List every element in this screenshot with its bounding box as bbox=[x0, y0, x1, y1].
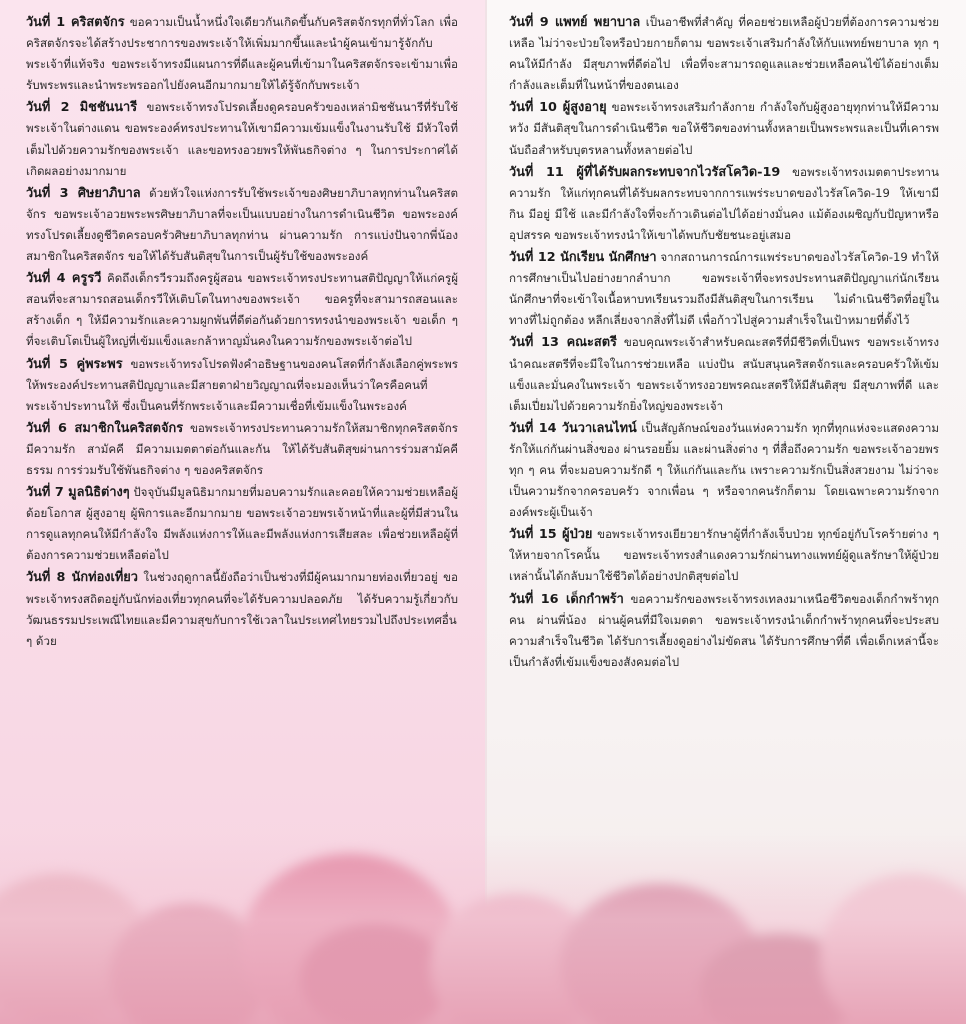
day-heading: วันที่ 5 คู่พระพร bbox=[26, 356, 123, 372]
left-prayer-column bbox=[26, 12, 458, 653]
prayer-text: ขอความเป็นน้ำหนึ่งใจเดียวกันเกิดขึ้นกับคริสตจักรทุกที่ทั่วโลก เพื่อคริสตจักรจะได้สร้างประชาการของพระเจ้าให้เพิ่มมากขึ้นและนำผู้คนเข้ามารู้จักกับพระเจ้าที่แท้จริง ขอพระเจ้าทรงมีแผนการที่ดีและผู้คนที่เข้ามาในคริสตจักรจะเข้ามาเพื่อรับพระพรและนำพระพรออกไปยังคนอีกมากมายให้ได้รู้จักกับพระเจ้า bbox=[26, 15, 459, 93]
prayer-text: ขอพระเจ้าทรงเมตตาประทานความรัก ให้แก่ทุกคนที่ได้รับผลกระทบจากการแพร่ระบาดของไวรัสโควิด-19 ให้เขามีกิน มีอยู่ มีใช้ และมีกำลังใจที่จะก้าวเดินต่อไปได้อย่างมั่นคง แม้ต้องเผชิญกับปัญหาหรืออุปสรรค ขอพระเจ้าทรงนำให้เขาได้พบกับชัยชนะอยู่เสมอ bbox=[509, 164, 939, 242]
prayer-text: ขอพระเจ้าทรงเยียวยารักษาผู้ที่กำลังเจ็บป่วย ทุกข์อยู่กับโรคร้ายต่าง ๆ ให้หายจากโรคนั้น ขอพระเจ้าทรงสำแดงความรักผ่านทางแพทย์ผู้ดูแลรักษาให้ผู้ป่วยเหล่านั้นได้กลับมาใช้ชีวิตได้อย่างปกติสุขต่อไป bbox=[509, 527, 939, 584]
prayer-entry-day-7 bbox=[26, 482, 458, 566]
prayer-text: ขอพระเจ้าทรงโปรดฟังคำอธิษฐานของคนโสดที่กำลังเลือกคู่พระพร ให้พระองค์ประทานสติปัญญาและมีสายตาฝ่ายวิญญาณที่จะมองเห็นว่าใครคือคนที่พระเจ้าประทานให้ ซึ่งเป็นคนที่รักพระเจ้าและมีความเชื่อที่เข้มแข็งในพระองค์ bbox=[26, 356, 458, 413]
prayer-entry-day-1 bbox=[26, 12, 458, 96]
prayer-entry-day-16 bbox=[509, 589, 939, 673]
prayer-entry-day-5 bbox=[26, 354, 458, 417]
day-heading: วันที่ 14 วันวาเลนไทน์ bbox=[509, 420, 637, 436]
day-heading: วันที่ 12 นักเรียน นักศึกษา bbox=[509, 250, 657, 266]
day-heading: วันที่ 2 มิชชันนารี bbox=[26, 100, 138, 116]
prayer-entry-day-8 bbox=[26, 567, 458, 651]
prayer-text: ขอบคุณพระเจ้าสำหรับคณะสตรีที่มีชีวิตที่เป็นพร ขอพระเจ้าทรงนำคณะสตรีที่จะมีใจในการช่วยเหลือ แบ่งปัน สนับสนุนคริสตจักรและครอบครัวให้เข้มแข็งและมั่นคงในพระเจ้า ขอพระเจ้าทรงอวยพรคณะสตรีให้มีสันติสุข มีสุขภาพที่ดี และเต็มเปี่ยมไปด้วยความรักยิ่งใหญ่ของพระเจ้า bbox=[509, 335, 939, 413]
day-heading: วันที่ 3 ศิษยาภิบาล bbox=[26, 185, 141, 201]
prayer-entry-day-3 bbox=[26, 183, 458, 267]
prayer-entry-day-14 bbox=[509, 418, 939, 523]
prayer-text: ขอความรักของพระเจ้าทรงเทลงมาเหนือชีวิตของเด็กกำพร้าทุกคน ผ่านพี่น้อง ผ่านผู้คนที่มีใจเมตตา ขอพระเจ้าทรงนำเด็กกำพร้าทุกคนที่จะประสบความสำเร็จในชีวิต ได้รับการเลี้ยงดูอย่างไม่ขัดสน ได้รับการศึกษาที่ดี เพื่อเด็กเหล่านี้จะเป็นกำลังที่เข้มแข็งของสังคมต่อไป bbox=[509, 591, 939, 669]
day-heading: วันที่ 11 ผู้ที่ได้รับผลกระทบจากไวรัสโควิด-19 bbox=[509, 164, 781, 180]
day-heading: วันที่ 8 นักท่องเที่ยว bbox=[26, 570, 138, 586]
day-heading: วันที่ 10 ผู้สูงอายุ bbox=[509, 100, 607, 116]
day-heading: วันที่ 6 สมาชิกในคริสตจักร bbox=[26, 420, 184, 436]
prayer-entry-day-13 bbox=[509, 332, 939, 416]
right-prayer-column bbox=[509, 12, 939, 674]
prayer-text: เป็นสัญลักษณ์ของวันแห่งความรัก ทุกที่ทุกแห่งจะแสดงความรักให้แก่กันผ่านสิ่งของ ผ่านรอยยิ้ม และผ่านสิ่งต่าง ๆ ที่สื่อถึงความรัก ขอพระเจ้าอวยพรทุก ๆ คน ที่จะมอบความรักดี ๆ ให้แก่กันและกัน เพราะความรักเป็นสิ่งสวยงาม ไม่ว่าจะเป็นความรักจากครอบครัว จากเพื่อน ๆ หรือจากคนรักก็ตาม โดยเฉพาะความรักจากองค์พระผู้เป็นเจ้า bbox=[509, 420, 939, 520]
prayer-text: เป็นอาชีพที่สำคัญ ที่คอยช่วยเหลือผู้ป่วยที่ต้องการความช่วยเหลือ ไม่ว่าจะป่วยใจหรือป่วยกายก็ตาม ขอพระเจ้าเสริมกำลังให้กับแพทย์พยาบาล ทุก ๆ คนให้มีกำลัง มีสุขภาพที่ดีต่อไป เพื่อที่จะสามารถดูแลและช่วยเหลือคนไข้ได้อย่างเต็มกำลังและเต็มที่ในหน้าที่ของตนเอง bbox=[509, 15, 939, 93]
prayer-entry-day-10 bbox=[509, 97, 939, 160]
prayer-text: ด้วยหัวใจแห่งการรับใช้พระเจ้าของศิษยาภิบาลทุกท่านในคริสตจักร ขอพระเจ้าอวยพระพรศิษยาภิบาลที่จะเป็นแบบอย่างในการดำเนินชีวิต ขอพระองค์ทรงโปรดเลี้ยงดูชีวิตครอบครัวศิษยาภิบาลทุกท่าน ผ่านความรัก การแบ่งปันจากพี่น้องสมาชิกในคริสตจักร ขอให้ได้รับสันติสุขในการเป็นผู้รับใช้ของพระองค์ bbox=[26, 185, 458, 264]
day-heading: วันที่ 4 ครูรวี bbox=[26, 271, 102, 287]
prayer-entry-day-15 bbox=[509, 524, 939, 587]
day-heading: วันที่ 9 แพทย์ พยาบาล bbox=[509, 15, 641, 30]
day-heading: วันที่ 1 คริสตจักร bbox=[26, 15, 125, 30]
day-heading: วันที่ 16 เด็กกำพร้า bbox=[509, 591, 624, 607]
prayer-text: คิดถึงเด็กรวีรวมถึงครูผู้สอน ขอพระเจ้าทรงประทานสติปัญญาให้แก่ครูผู้สอนที่จะสามารถสอนเด็กรวีให้เติบโตในทางของพระเจ้า ขอครูที่จะสามารถสอนและสร้างเด็ก ๆ ให้มีความรักและความผูกพันที่ดีต่อกันด้วยการทรงนำของพระเจ้า ขอเด็ก ๆ ที่จะเติบโตเป็นผู้ใหญ่ที่เข้มแข็งและกล้าหาญมั่นคงในความรักของพระเจ้าต่อไป bbox=[26, 271, 458, 349]
prayer-text: ขอพระเจ้าทรงโปรดเลี้ยงดูครอบครัวของเหล่ามิชชันนารีที่รับใช้พระเจ้าในต่างแดน ขอพระองค์ทรงประทานให้เขามีความเข้มแข็งในงานรับใช้ มีหัวใจที่เต็มไปด้วยความรักของพระเจ้า และขอทรงอวยพรให้พันธกิจต่าง ๆ ในการประกาศได้เกิดผลอย่างมากมาย bbox=[26, 100, 458, 178]
roses-decoration-image bbox=[0, 834, 966, 1024]
prayer-text: ขอพระเจ้าทรงประทานความรักให้สมาชิกทุกคริสตจักร มีความรัก สามัคคี มีความเมตตาต่อกันและกัน ให้ได้รับสันติสุขผ่านการร่วมสามัคคีธรรม การร่วมรับใช้พันธกิจต่าง ๆ ของคริสตจักร bbox=[26, 420, 458, 477]
prayer-text: ในช่วงฤดูกาลนี้ยังถือว่าเป็นช่วงที่มีผู้คนมากมายท่องเที่ยวอยู่ ขอพระเจ้าทรงสถิตอยู่กับนักท่องเที่ยวทุกคนที่จะได้รับความปลอดภัย ได้รับความรู้เกี่ยวกับวัฒนธรรมประเพณีไทยและมีความสุขกับการใช้เวลาในประเทศไทยรวมไปถึงประเทศอื่น ๆ ด้วย bbox=[26, 570, 458, 648]
prayer-entry-day-2 bbox=[26, 97, 458, 181]
day-heading: วันที่ 7 มูลนิธิต่างๆ bbox=[26, 485, 130, 501]
prayer-entry-day-4 bbox=[26, 268, 458, 352]
prayer-text: ขอพระเจ้าทรงเสริมกำลังกาย กำลังใจกับผู้สูงอายุทุกท่านให้มีความหวัง มีสันติสุขในการดำเนินชีวิต ขอให้ชีวิตของท่านทั้งหลายเป็นพระพรและเป็นที่เคารพนับถือสำหรับบุตรหลานทั้งหลายต่อไป bbox=[509, 100, 939, 157]
prayer-text: จากสถานการณ์การแพร่ระบาดของไวรัสโควิด-19 ทำให้การศึกษาเป็นไปอย่างยากลำบาก ขอพระเจ้าที่จะทรงประทานสติปัญญาแก่นักเรียน นักศึกษาที่จะเข้าใจเนื้อหาบทเรียนรวมถึงมีสันติสุขในการเรียน ไม่ดำเนินชีวิตที่อยู่ในทางที่ไม่ถูกต้อง หลีกเลี่ยงจากสิ่งที่ไม่ดี เพื่อก้าวไปสู่ความสำเร็จในเป้าหมายที่ตั้งไว้ bbox=[509, 250, 939, 328]
day-heading: วันที่ 13 คณะสตรี bbox=[509, 335, 617, 351]
prayer-entry-day-6 bbox=[26, 418, 458, 481]
prayer-entry-day-11 bbox=[509, 162, 939, 246]
day-heading: วันที่ 15 ผู้ป่วย bbox=[509, 527, 593, 543]
prayer-text: ปัจจุบันมีมูลนิธิมากมายที่มอบความรักและคอยให้ความช่วยเหลือผู้ด้อยโอกาส ผู้สูงอายุ ผู้พิการและอีกมากมาย ขอพระเจ้าอวยพรเจ้าหน้าที่และผู้ที่มีส่วนในการดูแลทุกคนให้มีกำลังใจ มีพลังแห่งการให้และมีพลังแห่งการเสียสละ เพื่อช่วยเหลือผู้ที่ต้องการความช่วยเหลือต่อไป bbox=[26, 485, 459, 563]
prayer-entry-day-9 bbox=[509, 12, 939, 96]
prayer-entry-day-12 bbox=[509, 247, 939, 331]
